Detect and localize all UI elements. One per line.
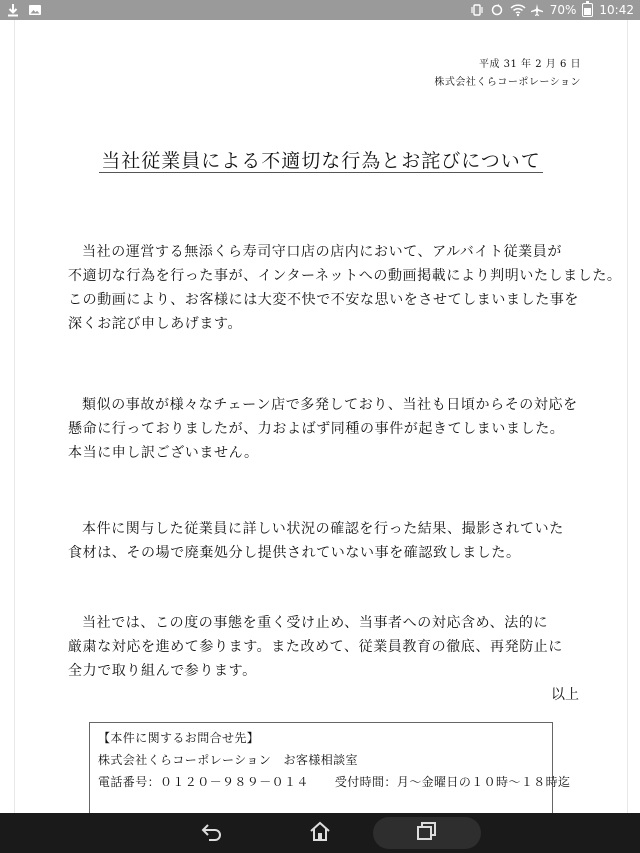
paragraph-line: 不適切な行為を行った事が、インターネットへの動画掲載により判明いたしました。 [68,268,622,284]
download-icon [6,3,20,17]
battery-icon [582,3,593,17]
paragraph-2 [68,393,628,465]
paragraph-line: 当社の運営する無添くら寿司守口店の店内において、アルバイト従業員が [82,244,562,260]
date-block [434,56,581,92]
paragraph-line: 類似の事故が様々なチェーン店で多発しており、当社も日頃からその対応を [82,397,578,413]
title-underline [99,172,543,173]
contact-phone: 電話番号：０１２０－９８９－０１４ [98,775,309,789]
wifi-icon [510,3,524,17]
contact-header: 【本件に関するお問合せ先】 [98,731,260,745]
paragraph-3 [68,517,628,565]
contact-phone-row [98,771,571,793]
home-icon [308,820,332,846]
image-icon [28,3,42,17]
airplane-icon [530,3,544,17]
navigation-bar [0,813,640,853]
recent-apps-button[interactable] [373,817,481,849]
issue-date: 平成 31 年 2 月 6 日 [478,59,581,70]
paragraph-line: 食材は、その場で廃棄処分し提供されていない事を確認致しました。 [68,545,521,561]
status-bar [0,0,640,20]
contact-hours: 受付時間：月～金曜日の１０時～１８時迄 [334,775,571,789]
paragraph-line: 本当に申し訳ございません。 [68,445,259,461]
paragraph-4 [68,611,628,683]
back-button[interactable] [188,817,236,849]
recent-apps-icon [415,820,439,846]
paragraph-line: 懸命に行っておりましたが、力およばず同種の事件が起きてしまいました。 [68,421,565,437]
contact-company: 株式会社くらコーポレーション お客様相談室 [98,753,358,767]
vibrate-icon [470,3,484,17]
home-button[interactable] [296,817,344,849]
paragraph-line: この動画により、お客様には大変不快で不安な思いをさせてしまいました事を [68,292,579,308]
paragraph-line: 厳粛な対応を進めて参ります。また改めて、従業員教育の徹底、再発防止に [68,639,563,655]
back-icon [200,821,224,845]
page-title: 当社従業員による不適切な行為とお詫びについて [101,150,541,172]
closing-mark: 以上 [551,687,579,703]
paragraph-line: 当社では、この度の事態を重く受け止め、当事者への対応含め、法的に [82,615,549,631]
battery-percent: 70% [549,3,577,17]
sync-icon [490,3,504,17]
company-name: 株式会社くらコーポレーション [434,77,581,88]
document-page [14,20,628,820]
contact-box [89,722,571,816]
paragraph-line: 本件に関与した従業員に詳しい状況の確認を行った結果、撮影されていた [82,521,564,537]
paragraph-1 [68,240,628,336]
clock: 10:42 [599,3,634,17]
paragraph-line: 全力で取り組んで参ります。 [68,663,257,679]
paragraph-line: 深くお詫び申しあげます。 [68,316,243,332]
